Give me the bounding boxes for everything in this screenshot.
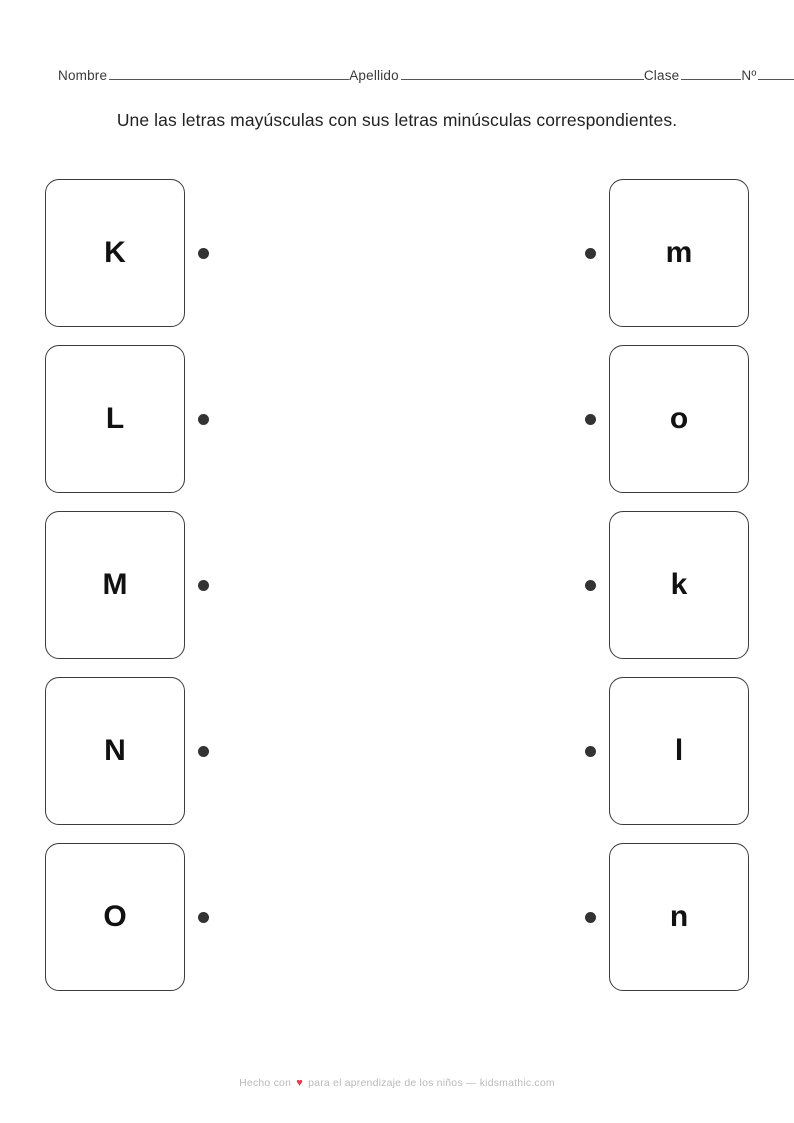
footer-credit xyxy=(0,1077,794,1089)
right-item-3[interactable] xyxy=(585,511,749,659)
card-letter: k xyxy=(670,568,688,601)
field-numero-label: Nº xyxy=(741,68,757,83)
connector-dot-left[interactable] xyxy=(198,746,209,757)
right-item-4[interactable] xyxy=(585,677,749,825)
left-item-1[interactable] xyxy=(45,179,209,327)
heart-icon: ♥ xyxy=(296,1077,303,1089)
uppercase-card[interactable] xyxy=(45,179,185,327)
card-letter: m xyxy=(665,236,693,269)
field-apellido xyxy=(349,66,644,83)
match-row xyxy=(0,668,794,834)
field-clase xyxy=(644,66,742,83)
field-apellido-input[interactable] xyxy=(401,66,644,80)
field-nombre-input[interactable] xyxy=(109,66,349,80)
field-clase-label: Clase xyxy=(643,68,680,83)
card-letter: n xyxy=(669,900,689,933)
connector-dot-right[interactable] xyxy=(585,912,596,923)
right-item-2[interactable] xyxy=(585,345,749,493)
match-row xyxy=(0,170,794,336)
uppercase-card[interactable] xyxy=(45,843,185,991)
connector-dot-right[interactable] xyxy=(585,746,596,757)
uppercase-card[interactable] xyxy=(45,345,185,493)
right-item-1[interactable] xyxy=(585,179,749,327)
field-clase-input[interactable] xyxy=(681,66,741,80)
connector-dot-left[interactable] xyxy=(198,580,209,591)
field-apellido-label: Apellido xyxy=(349,68,399,83)
match-row xyxy=(0,834,794,1000)
uppercase-card[interactable] xyxy=(45,677,185,825)
connector-dot-left[interactable] xyxy=(198,414,209,425)
card-letter: o xyxy=(669,402,689,435)
uppercase-card[interactable] xyxy=(45,511,185,659)
match-row xyxy=(0,502,794,668)
matching-exercise xyxy=(0,170,794,1000)
lowercase-card[interactable] xyxy=(609,677,749,825)
connector-dot-right[interactable] xyxy=(585,580,596,591)
connector-dot-right[interactable] xyxy=(585,248,596,259)
lowercase-card[interactable] xyxy=(609,511,749,659)
card-letter: K xyxy=(104,236,126,269)
lowercase-card[interactable] xyxy=(609,345,749,493)
field-numero xyxy=(741,66,794,83)
footer-text-after: para el aprendizaje de los niños — kidsmathic.com xyxy=(308,1077,555,1089)
field-nombre xyxy=(58,66,349,83)
field-numero-input[interactable] xyxy=(758,66,794,80)
match-row xyxy=(0,336,794,502)
connector-dot-left[interactable] xyxy=(198,248,209,259)
connector-dot-right[interactable] xyxy=(585,414,596,425)
left-item-3[interactable] xyxy=(45,511,209,659)
left-item-2[interactable] xyxy=(45,345,209,493)
card-letter: l xyxy=(674,734,684,767)
lowercase-card[interactable] xyxy=(609,843,749,991)
student-info-header xyxy=(58,66,757,83)
left-item-4[interactable] xyxy=(45,677,209,825)
footer-text-before: Hecho con xyxy=(239,1077,292,1089)
instruction-text: Une las letras mayúsculas con sus letras minúsculas correspondientes. xyxy=(116,110,678,130)
lowercase-card[interactable] xyxy=(609,179,749,327)
connector-dot-left[interactable] xyxy=(198,912,209,923)
card-letter: M xyxy=(102,568,128,601)
card-letter: N xyxy=(104,734,126,767)
card-letter: O xyxy=(103,900,127,933)
left-item-5[interactable] xyxy=(45,843,209,991)
card-letter: L xyxy=(105,402,125,435)
right-item-5[interactable] xyxy=(585,843,749,991)
field-nombre-label: Nombre xyxy=(58,68,108,83)
